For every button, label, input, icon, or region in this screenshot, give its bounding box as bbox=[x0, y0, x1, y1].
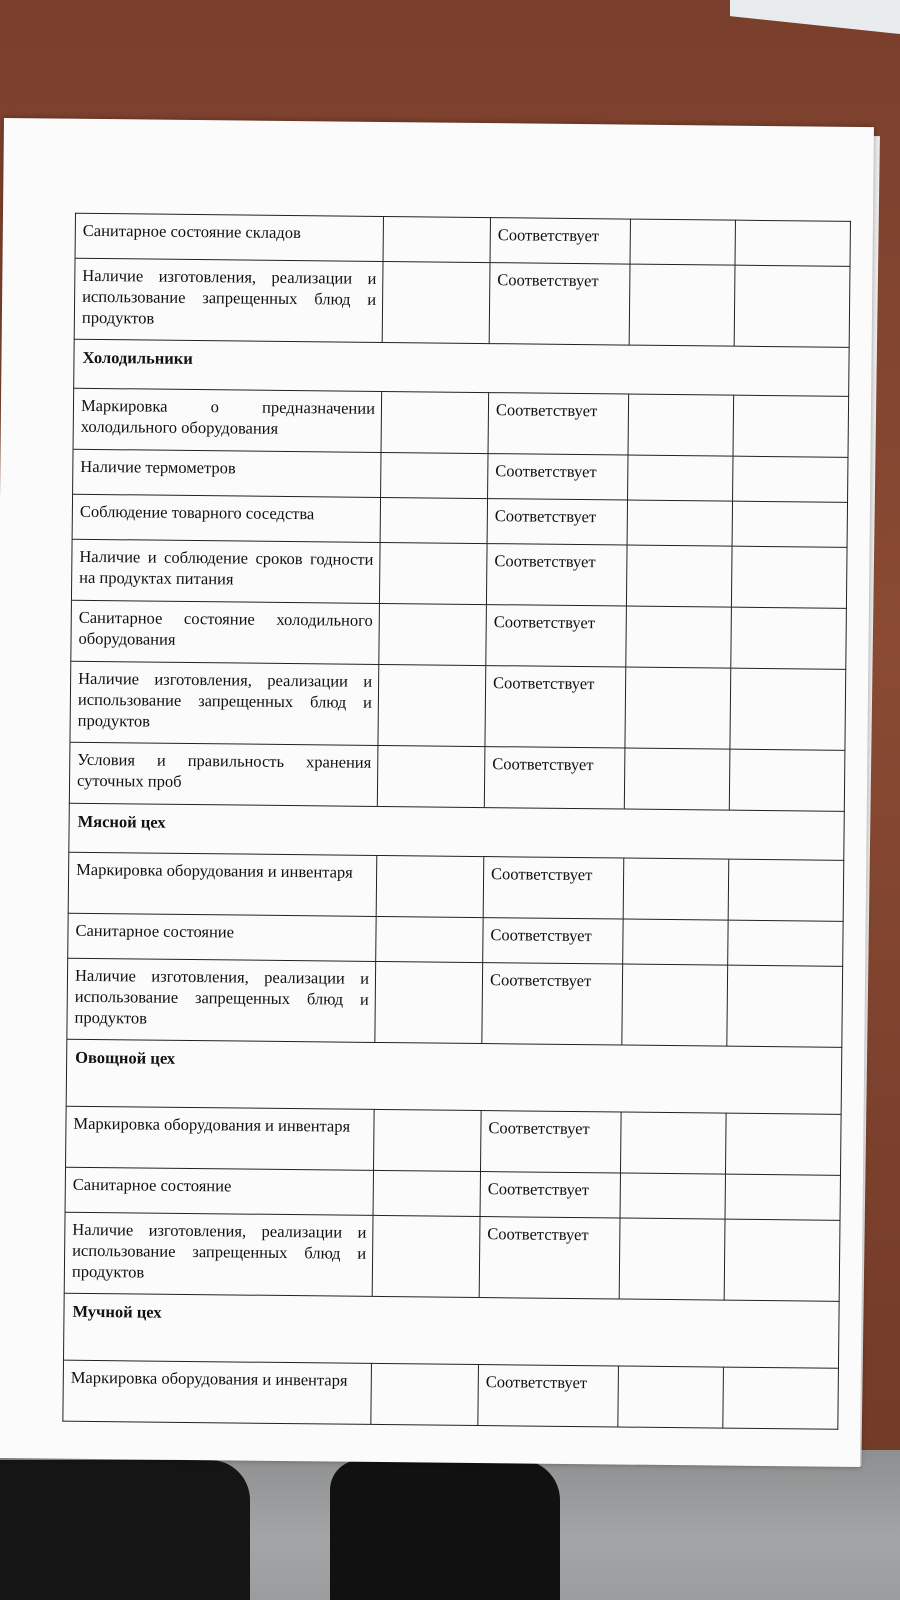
table-row bbox=[67, 958, 843, 1047]
criterion-cell: Маркировка оборудования и инвентаря bbox=[66, 1106, 375, 1170]
empty-cell bbox=[624, 748, 730, 810]
empty-cell bbox=[620, 1112, 726, 1174]
status-cell: Соответствует bbox=[490, 218, 630, 264]
section-title: Мясной цех bbox=[69, 803, 844, 860]
criterion-cell: Условия и правильность хранения суточных проб bbox=[69, 742, 378, 806]
empty-cell bbox=[730, 668, 846, 750]
criterion-cell: Санитарное состояние холодильного оборудования bbox=[71, 600, 380, 664]
table-row bbox=[71, 600, 847, 669]
empty-cell bbox=[375, 961, 483, 1043]
empty-cell bbox=[733, 395, 849, 457]
table-row bbox=[63, 1360, 839, 1429]
criterion-cell: Наличие изготовления, реализации и использование запрещенных блюд и продуктов bbox=[70, 661, 379, 745]
empty-cell bbox=[731, 607, 847, 669]
empty-cell bbox=[727, 965, 843, 1047]
section-header-row bbox=[63, 1293, 839, 1368]
table-row bbox=[72, 494, 847, 547]
empty-cell bbox=[376, 916, 483, 962]
status-cell: Соответствует bbox=[479, 1217, 620, 1299]
empty-cell bbox=[630, 219, 735, 265]
empty-cell bbox=[628, 394, 734, 456]
empty-cell bbox=[380, 497, 487, 543]
table-row bbox=[73, 388, 849, 457]
empty-cell bbox=[728, 920, 843, 966]
shoe-right bbox=[330, 1460, 560, 1600]
status-cell: Соответствует bbox=[488, 454, 628, 500]
empty-cell bbox=[623, 919, 728, 965]
empty-cell bbox=[373, 1109, 481, 1171]
table-row bbox=[69, 742, 845, 811]
table-row bbox=[66, 1106, 842, 1175]
empty-cell bbox=[735, 220, 850, 266]
section-header-row bbox=[69, 803, 844, 860]
section-header-row bbox=[74, 339, 849, 396]
empty-cell bbox=[379, 603, 487, 665]
status-cell: Соответствует bbox=[489, 263, 630, 345]
section-header-row bbox=[66, 1039, 842, 1114]
empty-cell bbox=[725, 1174, 840, 1220]
status-cell: Соответствует bbox=[486, 544, 627, 606]
criterion-cell: Наличие термометров bbox=[73, 449, 381, 497]
section-title: Овощной цех bbox=[66, 1039, 842, 1114]
empty-cell bbox=[729, 749, 845, 811]
empty-cell bbox=[619, 1218, 725, 1300]
table-row bbox=[73, 449, 848, 502]
empty-cell bbox=[625, 667, 731, 749]
empty-cell bbox=[734, 265, 850, 347]
empty-cell bbox=[626, 606, 732, 668]
empty-cell bbox=[629, 264, 735, 346]
criterion-cell: Наличие изготовления, реализации и использование запрещенных блюд и продуктов bbox=[67, 958, 376, 1042]
desk-background-sheet bbox=[730, 0, 900, 34]
inspection-checklist-page bbox=[0, 118, 874, 1467]
table-row bbox=[70, 661, 846, 750]
empty-cell bbox=[732, 501, 847, 547]
status-cell: Соответствует bbox=[483, 857, 624, 919]
table-row bbox=[65, 1167, 840, 1220]
empty-cell bbox=[622, 964, 728, 1046]
empty-cell bbox=[382, 261, 490, 343]
empty-cell bbox=[381, 391, 489, 453]
empty-cell bbox=[381, 452, 488, 498]
criterion-cell: Наличие изготовления, реализации и использование запрещенных блюд и продуктов bbox=[74, 258, 383, 342]
empty-cell bbox=[379, 542, 487, 604]
table-row bbox=[74, 258, 850, 347]
status-cell: Соответствует bbox=[484, 747, 625, 809]
status-cell: Соответствует bbox=[486, 605, 627, 667]
status-cell: Соответствует bbox=[480, 1111, 621, 1173]
table-row bbox=[71, 539, 847, 608]
status-cell: Соответствует bbox=[485, 666, 626, 748]
table-row bbox=[68, 852, 844, 921]
empty-cell bbox=[623, 858, 729, 920]
empty-cell bbox=[373, 1170, 480, 1216]
criterion-cell: Соблюдение товарного соседства bbox=[72, 494, 380, 542]
empty-cell bbox=[627, 500, 732, 546]
criterion-cell: Санитарное состояние bbox=[65, 1167, 373, 1215]
empty-cell bbox=[618, 1366, 724, 1428]
criterion-cell: Маркировка о предназначении холодильного оборудования bbox=[73, 388, 382, 452]
section-title: Мучной цех bbox=[63, 1293, 839, 1368]
table-row bbox=[64, 1212, 840, 1301]
criterion-cell: Наличие изготовления, реализации и использование запрещенных блюд и продуктов bbox=[64, 1212, 373, 1296]
status-cell: Соответствует bbox=[482, 963, 623, 1045]
status-cell: Соответствует bbox=[480, 1172, 620, 1218]
criterion-cell: Наличие и соблюдение сроков годности на продуктах питания bbox=[71, 539, 380, 603]
table-row bbox=[75, 213, 850, 266]
empty-cell bbox=[728, 859, 844, 921]
empty-cell bbox=[626, 545, 732, 607]
status-cell: Соответствует bbox=[478, 1365, 619, 1427]
empty-cell bbox=[377, 745, 485, 807]
empty-cell bbox=[372, 1215, 480, 1297]
shoe-left bbox=[0, 1460, 250, 1600]
empty-cell bbox=[725, 1113, 841, 1175]
empty-cell bbox=[378, 664, 486, 746]
empty-cell bbox=[731, 546, 847, 608]
empty-cell bbox=[628, 455, 733, 501]
empty-cell bbox=[723, 1367, 839, 1429]
empty-cell bbox=[733, 456, 848, 502]
empty-cell bbox=[376, 855, 484, 917]
empty-cell bbox=[620, 1173, 725, 1219]
empty-cell bbox=[371, 1363, 479, 1425]
criterion-cell: Маркировка оборудования и инвентаря bbox=[68, 852, 377, 916]
section-title: Холодильники bbox=[74, 339, 849, 396]
criterion-cell: Маркировка оборудования и инвентаря bbox=[63, 1360, 372, 1424]
empty-cell bbox=[724, 1219, 840, 1301]
criterion-cell: Санитарное состояние bbox=[68, 913, 376, 961]
table-row bbox=[68, 913, 843, 966]
status-cell: Соответствует bbox=[488, 393, 629, 455]
criterion-cell: Санитарное состояние складов bbox=[75, 213, 383, 261]
checklist-table bbox=[62, 213, 851, 1430]
status-cell: Соответствует bbox=[483, 918, 623, 964]
empty-cell bbox=[383, 216, 490, 262]
status-cell: Соответствует bbox=[487, 499, 627, 545]
